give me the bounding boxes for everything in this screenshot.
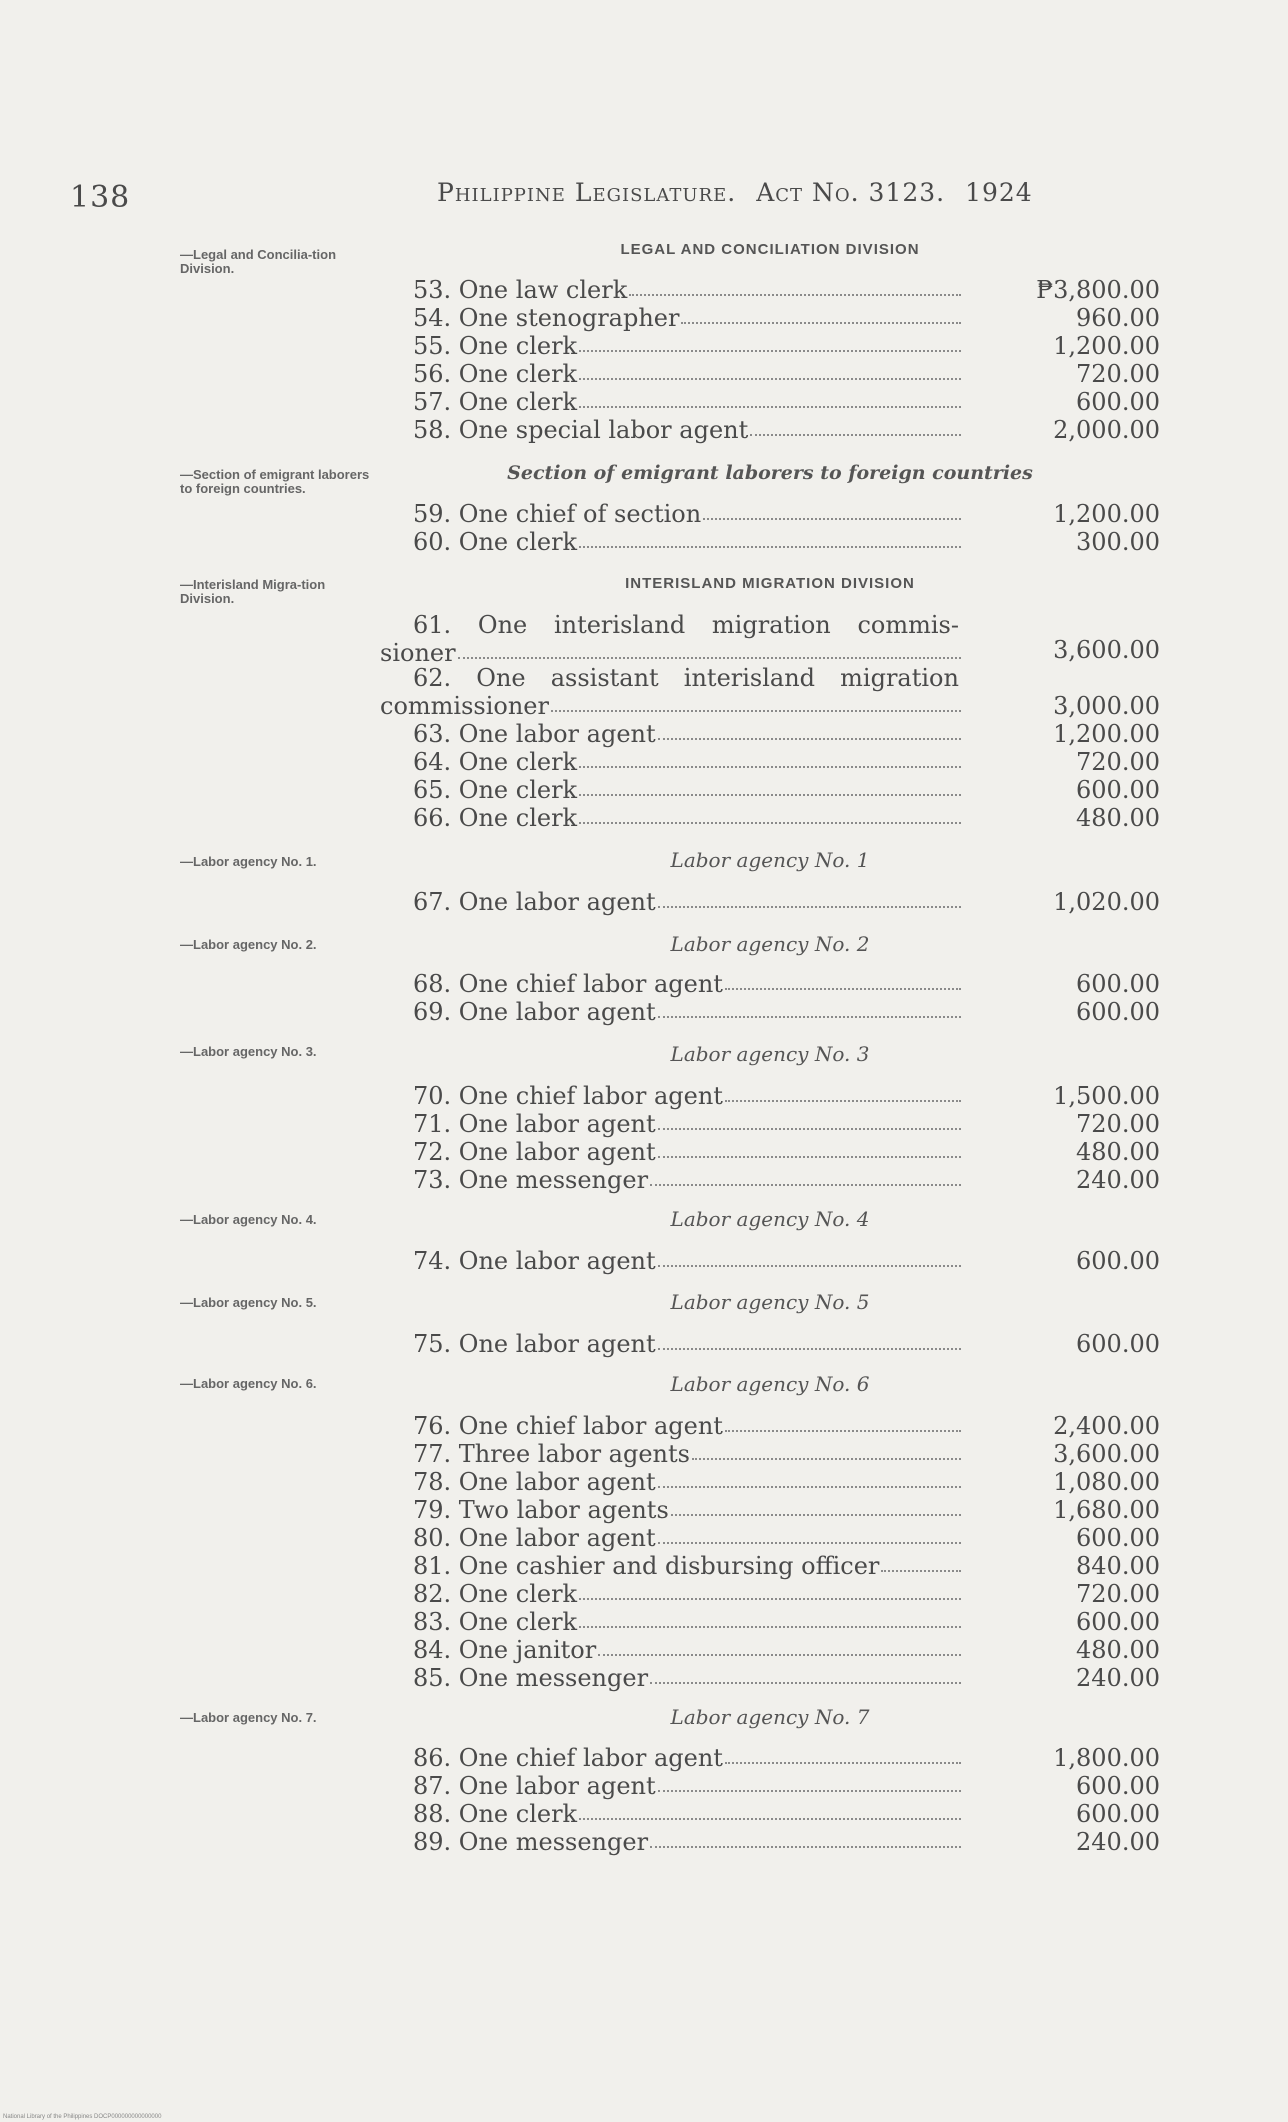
- item-text: 79. Two labor agents: [413, 1496, 669, 1524]
- header-legislature: Philippine Legislature.: [437, 178, 737, 207]
- list-item: [413, 1440, 963, 1468]
- list-item: [413, 1608, 963, 1636]
- leader-dots: [725, 1082, 961, 1102]
- item-amount: 2,400.00: [1053, 1412, 1160, 1440]
- item-amount: 1,680.00: [1053, 1496, 1160, 1524]
- margin-note: —Labor agency No. 4.: [180, 1212, 317, 1227]
- item-text: 76. One chief labor agent: [413, 1412, 723, 1440]
- item-amount: 720.00: [1076, 360, 1160, 388]
- item-amount: 840.00: [1076, 1552, 1160, 1580]
- leader-dots: [658, 1138, 961, 1158]
- item-text: 75. One labor agent: [413, 1330, 656, 1358]
- item-amount: 600.00: [1076, 970, 1160, 998]
- leader-dots: [658, 1330, 961, 1350]
- item-amount: 1,200.00: [1053, 500, 1160, 528]
- leader-dots: [598, 1636, 961, 1656]
- leader-dots: [750, 416, 961, 436]
- item-amount: 600.00: [1076, 1330, 1160, 1358]
- leader-dots: [658, 1524, 961, 1544]
- item-amount: 480.00: [1076, 1636, 1160, 1664]
- margin-note: —Labor agency No. 1.: [180, 854, 317, 869]
- item-text: 82. One clerk: [413, 1580, 578, 1608]
- scan-footer: National Library of the Philippines DOCP000000000000000: [3, 2114, 162, 2120]
- list-item: [413, 1412, 963, 1440]
- leader-dots: [579, 776, 961, 796]
- list-item: [413, 332, 963, 360]
- leader-dots: [671, 1496, 961, 1516]
- item-amount: 2,000.00: [1053, 416, 1160, 444]
- section-heading: Labor agency No. 7: [670, 1705, 870, 1729]
- list-item: [413, 804, 963, 832]
- leader-dots: [551, 692, 961, 712]
- list-item: [413, 360, 963, 388]
- list-item: [413, 1524, 963, 1552]
- leader-dots: [658, 888, 961, 908]
- leader-dots: [579, 528, 961, 548]
- section-heading: Labor agency No. 5: [670, 1290, 870, 1314]
- item-text: 68. One chief labor agent: [413, 970, 723, 998]
- section-heading: Labor agency No. 3: [670, 1042, 870, 1066]
- item-text: 66. One clerk: [413, 804, 578, 832]
- header-year: 1924: [965, 178, 1033, 207]
- item-text: 72. One labor agent: [413, 1138, 656, 1166]
- margin-note: —Legal and Concilia-tion Division.: [180, 247, 337, 276]
- item-text: 85. One messenger: [413, 1664, 649, 1692]
- item-amount: 1,080.00: [1053, 1468, 1160, 1496]
- list-item: [413, 970, 963, 998]
- item-text: 86. One chief labor agent: [413, 1744, 723, 1772]
- list-item: [413, 500, 963, 528]
- list-item: [413, 664, 963, 692]
- item-text: 60. One clerk: [413, 528, 578, 556]
- item-text: sioner: [380, 639, 456, 667]
- list-item: [413, 1580, 963, 1608]
- item-amount: 300.00: [1076, 528, 1160, 556]
- section-heading: LEGAL AND CONCILIATION DIVISION: [620, 241, 920, 258]
- item-amount: 1,800.00: [1053, 1744, 1160, 1772]
- item-text: 88. One clerk: [413, 1800, 578, 1828]
- leader-dots: [658, 1247, 961, 1267]
- item-text: 53. One law clerk: [413, 276, 628, 304]
- list-item: [413, 1636, 963, 1664]
- list-item: [413, 1772, 963, 1800]
- list-item-continuation: [380, 639, 963, 667]
- item-text: 81. One cashier and disbursing officer: [413, 1552, 880, 1580]
- leader-dots: [725, 1412, 961, 1432]
- leader-dots: [703, 500, 961, 520]
- list-item: [413, 776, 963, 804]
- item-amount: 600.00: [1076, 1608, 1160, 1636]
- leader-dots: [629, 276, 961, 296]
- item-text: 89. One messenger: [413, 1828, 649, 1856]
- item-text: 64. One clerk: [413, 748, 578, 776]
- section-heading: Section of emigrant laborers to foreign countries: [507, 462, 1033, 484]
- item-amount: 600.00: [1076, 388, 1160, 416]
- leader-dots: [658, 1110, 961, 1130]
- section-heading: Labor agency No. 2: [670, 932, 870, 956]
- item-text: 56. One clerk: [413, 360, 578, 388]
- leader-dots: [458, 639, 961, 659]
- item-amount: 3,600.00: [1053, 636, 1160, 664]
- leader-dots: [658, 720, 961, 740]
- margin-note: —Labor agency No. 3.: [180, 1044, 317, 1059]
- leader-dots: [650, 1828, 961, 1848]
- item-amount: 240.00: [1076, 1166, 1160, 1194]
- list-item: [413, 1138, 963, 1166]
- margin-note: —Interisland Migra-tion Division.: [180, 577, 326, 606]
- leader-dots: [658, 1772, 961, 1792]
- leader-dots: [579, 804, 961, 824]
- list-item: [413, 888, 963, 916]
- list-item: [413, 611, 963, 639]
- leader-dots: [579, 388, 961, 408]
- item-text: 55. One clerk: [413, 332, 578, 360]
- item-amount: 1,020.00: [1053, 888, 1160, 916]
- leader-dots: [658, 998, 961, 1018]
- item-text: 59. One chief of section: [413, 500, 702, 528]
- leader-dots: [579, 1800, 961, 1820]
- list-item: [413, 416, 963, 444]
- margin-note: —Labor agency No. 5.: [180, 1295, 317, 1310]
- leader-dots: [579, 748, 961, 768]
- list-item: [413, 1800, 963, 1828]
- item-amount: 600.00: [1076, 776, 1160, 804]
- list-item: [413, 1552, 963, 1580]
- item-text: 87. One labor agent: [413, 1772, 656, 1800]
- list-item-continuation: [380, 692, 963, 720]
- item-amount: 720.00: [1076, 1580, 1160, 1608]
- leader-dots: [881, 1552, 961, 1572]
- running-header: [437, 178, 1053, 207]
- page-number: 138: [70, 180, 131, 215]
- list-item: [413, 528, 963, 556]
- item-amount: 1,200.00: [1053, 720, 1160, 748]
- list-item: [413, 1082, 963, 1110]
- item-amount: 720.00: [1076, 1110, 1160, 1138]
- list-item: [413, 1247, 963, 1275]
- item-text: 83. One clerk: [413, 1608, 578, 1636]
- leader-dots: [579, 1580, 961, 1600]
- section-heading: Labor agency No. 1: [670, 848, 870, 872]
- list-item: [413, 1468, 963, 1496]
- item-amount: 480.00: [1076, 1138, 1160, 1166]
- item-text: 63. One labor agent: [413, 720, 656, 748]
- list-item: [413, 998, 963, 1026]
- leader-dots: [725, 1744, 961, 1764]
- item-amount: ₱3,800.00: [1036, 276, 1160, 304]
- item-amount: 600.00: [1076, 998, 1160, 1026]
- margin-note: —Labor agency No. 7.: [180, 1710, 317, 1725]
- item-amount: 3,600.00: [1053, 1440, 1160, 1468]
- list-item: [413, 1496, 963, 1524]
- list-item: [413, 748, 963, 776]
- item-text: 80. One labor agent: [413, 1524, 656, 1552]
- leader-dots: [579, 1608, 961, 1628]
- item-text: 77. Three labor agents: [413, 1440, 690, 1468]
- section-heading: Labor agency No. 6: [670, 1372, 870, 1396]
- list-item: [413, 1166, 963, 1194]
- item-amount: 480.00: [1076, 804, 1160, 832]
- list-item: [413, 1110, 963, 1138]
- item-text: 78. One labor agent: [413, 1468, 656, 1496]
- list-item: [413, 388, 963, 416]
- section-heading: Labor agency No. 4: [670, 1207, 870, 1231]
- list-item: [413, 1330, 963, 1358]
- section-heading: INTERISLAND MIGRATION DIVISION: [625, 575, 915, 592]
- item-amount: 1,200.00: [1053, 332, 1160, 360]
- list-item: [413, 1664, 963, 1692]
- leader-dots: [650, 1166, 961, 1186]
- leader-dots: [725, 970, 961, 990]
- item-text: 71. One labor agent: [413, 1110, 656, 1138]
- item-amount: 600.00: [1076, 1772, 1160, 1800]
- leader-dots: [579, 332, 961, 352]
- item-text: 65. One clerk: [413, 776, 578, 804]
- item-amount: 1,500.00: [1053, 1082, 1160, 1110]
- item-text: 73. One messenger: [413, 1166, 649, 1194]
- leader-dots: [650, 1664, 961, 1684]
- item-text: 62. One assistant interisland migration: [413, 664, 959, 692]
- list-item: [413, 304, 963, 332]
- leader-dots: [658, 1468, 961, 1488]
- item-amount: 960.00: [1076, 304, 1160, 332]
- item-text: 67. One labor agent: [413, 888, 656, 916]
- item-amount: 600.00: [1076, 1800, 1160, 1828]
- item-amount: 600.00: [1076, 1247, 1160, 1275]
- item-text: 70. One chief labor agent: [413, 1082, 723, 1110]
- item-amount: 600.00: [1076, 1524, 1160, 1552]
- item-text: 54. One stenographer: [413, 304, 680, 332]
- item-amount: 3,000.00: [1053, 692, 1160, 720]
- item-text: 58. One special labor agent: [413, 416, 749, 444]
- item-text: commissioner: [380, 692, 549, 720]
- list-item: [413, 720, 963, 748]
- item-amount: 720.00: [1076, 748, 1160, 776]
- item-text: 84. One janitor: [413, 1636, 597, 1664]
- list-item: [413, 276, 963, 304]
- margin-note: —Labor agency No. 6.: [180, 1376, 317, 1391]
- margin-note: —Section of emigrant laborers to foreign countries.: [180, 467, 370, 496]
- margin-note: —Labor agency No. 2.: [180, 937, 317, 952]
- list-item: [413, 1828, 963, 1856]
- item-amount: 240.00: [1076, 1664, 1160, 1692]
- item-amount: 240.00: [1076, 1828, 1160, 1856]
- list-item: [413, 1744, 963, 1772]
- leader-dots: [681, 304, 961, 324]
- item-text: 69. One labor agent: [413, 998, 656, 1026]
- item-text: 57. One clerk: [413, 388, 578, 416]
- leader-dots: [692, 1440, 961, 1460]
- item-text: 61. One interisland migration commis-: [413, 611, 959, 639]
- header-act: Act No. 3123.: [756, 178, 946, 207]
- item-text: 74. One labor agent: [413, 1247, 656, 1275]
- leader-dots: [579, 360, 961, 380]
